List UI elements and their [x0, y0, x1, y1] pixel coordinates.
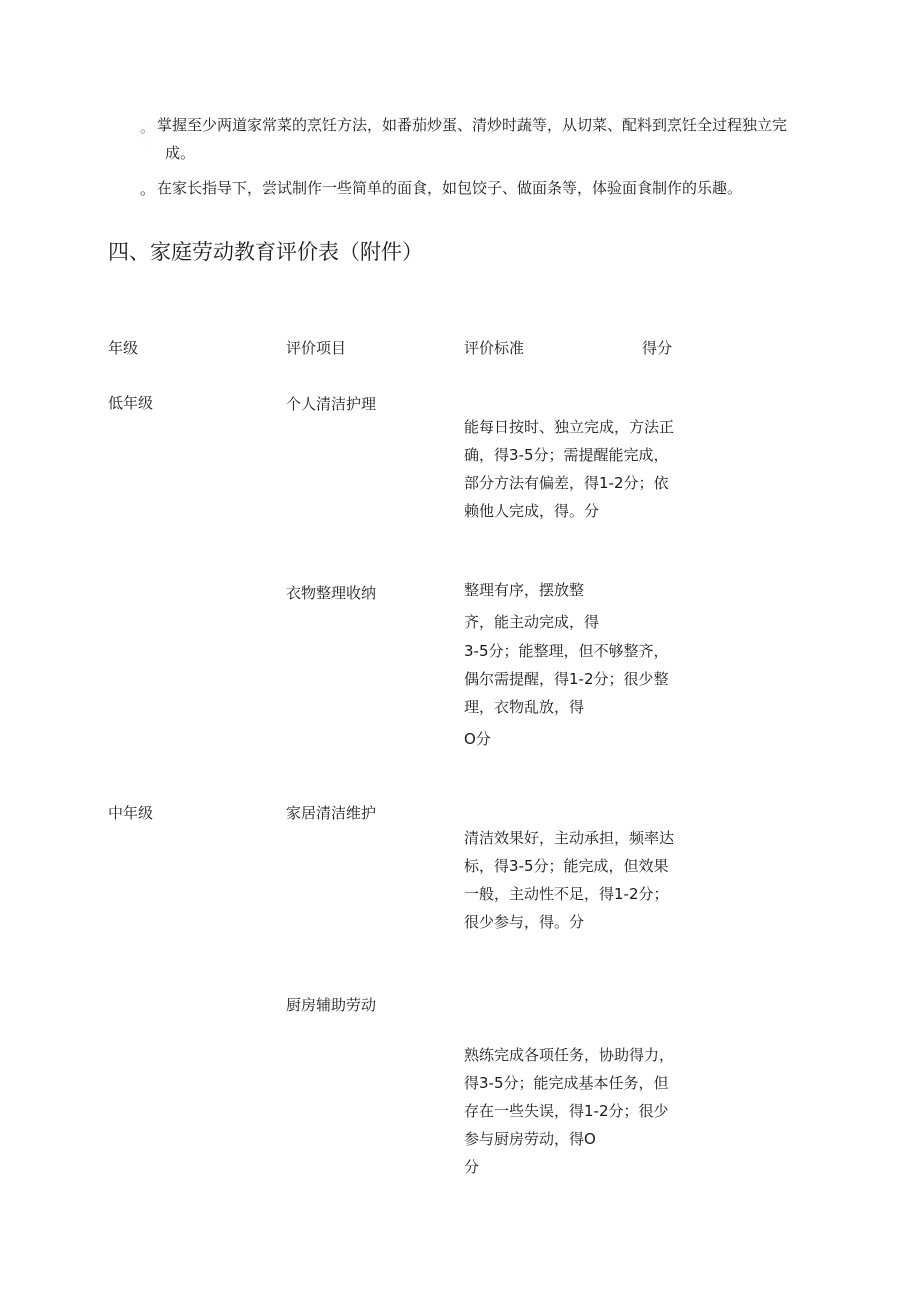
- header-item: 评价项目: [286, 339, 347, 357]
- standard-line: 赖他人完成，得。分: [464, 502, 600, 520]
- row-item: 个人清洁护理: [286, 395, 377, 413]
- standard-line: 能每日按时、独立完成，方法正: [464, 418, 675, 436]
- row-item: 家居清洁维护: [286, 804, 377, 822]
- standard-line: 很少参与，得。分: [464, 913, 585, 931]
- row-item: 厨房辅助劳动: [286, 996, 377, 1014]
- row-standard: [464, 828, 674, 940]
- standard-line: 分: [464, 1158, 480, 1176]
- standard-line: 存在一些失误，得1-2分；很少: [464, 1102, 669, 1120]
- standard-line: 整理有序，摆放整: [464, 581, 585, 599]
- section-title: 四、家庭劳动教育评价表（附件）: [108, 240, 423, 264]
- header-standard: 评价标准: [464, 339, 525, 357]
- standard-line: 清洁效果好，主动承担，频率达: [464, 829, 675, 847]
- standard-line: 3-5分；能整理，但不够整齐，: [464, 642, 669, 660]
- standard-line: O分: [464, 730, 491, 748]
- standard-line: 确，得3-5分；需提醒能完成，: [464, 446, 669, 464]
- standard-line: 得3-5分；能完成基本任务，但: [464, 1074, 669, 1092]
- standard-line: 部分方法有偏差，得1-2分；依: [464, 474, 669, 492]
- bullet-text-line: 掌握至少两道家常菜的烹饪方法，如番茄炒蛋、清炒时蔬等，从切菜、配料到烹饪全过程独立完: [157, 116, 788, 134]
- standard-line: 参与厨房劳动，得O: [464, 1130, 596, 1148]
- standard-line: 一般，主动性不足，得1-2分；: [464, 885, 669, 903]
- standard-line: 偶尔需提醒，得1-2分；很少整: [464, 670, 669, 688]
- standard-line: 标，得3-5分；能完成，但效果: [464, 857, 669, 875]
- standard-line: 理，衣物乱放，得: [464, 698, 585, 716]
- standard-line: 熟练完成各项任务，协助得力，: [464, 1046, 675, 1064]
- header-score: 得分: [642, 339, 673, 357]
- bullet-text-line: 成。: [165, 144, 196, 162]
- row-standard: [464, 580, 669, 757]
- row-grade: 低年级: [108, 394, 154, 412]
- row-grade: 中年级: [108, 804, 154, 822]
- bullet-text-line: 在家长指导下，尝试制作一些简单的面食，如包饺子、做面条等，体验面食制作的乐趣。: [157, 179, 743, 197]
- header-grade: 年级: [108, 339, 139, 357]
- row-item: 衣物整理收纳: [286, 584, 377, 602]
- bullet-marker: 。: [140, 180, 156, 198]
- bullet-marker: 。: [140, 118, 156, 136]
- row-standard: [464, 1045, 674, 1185]
- standard-line: 齐，能主动完成，得: [464, 613, 600, 631]
- row-standard: [464, 417, 674, 529]
